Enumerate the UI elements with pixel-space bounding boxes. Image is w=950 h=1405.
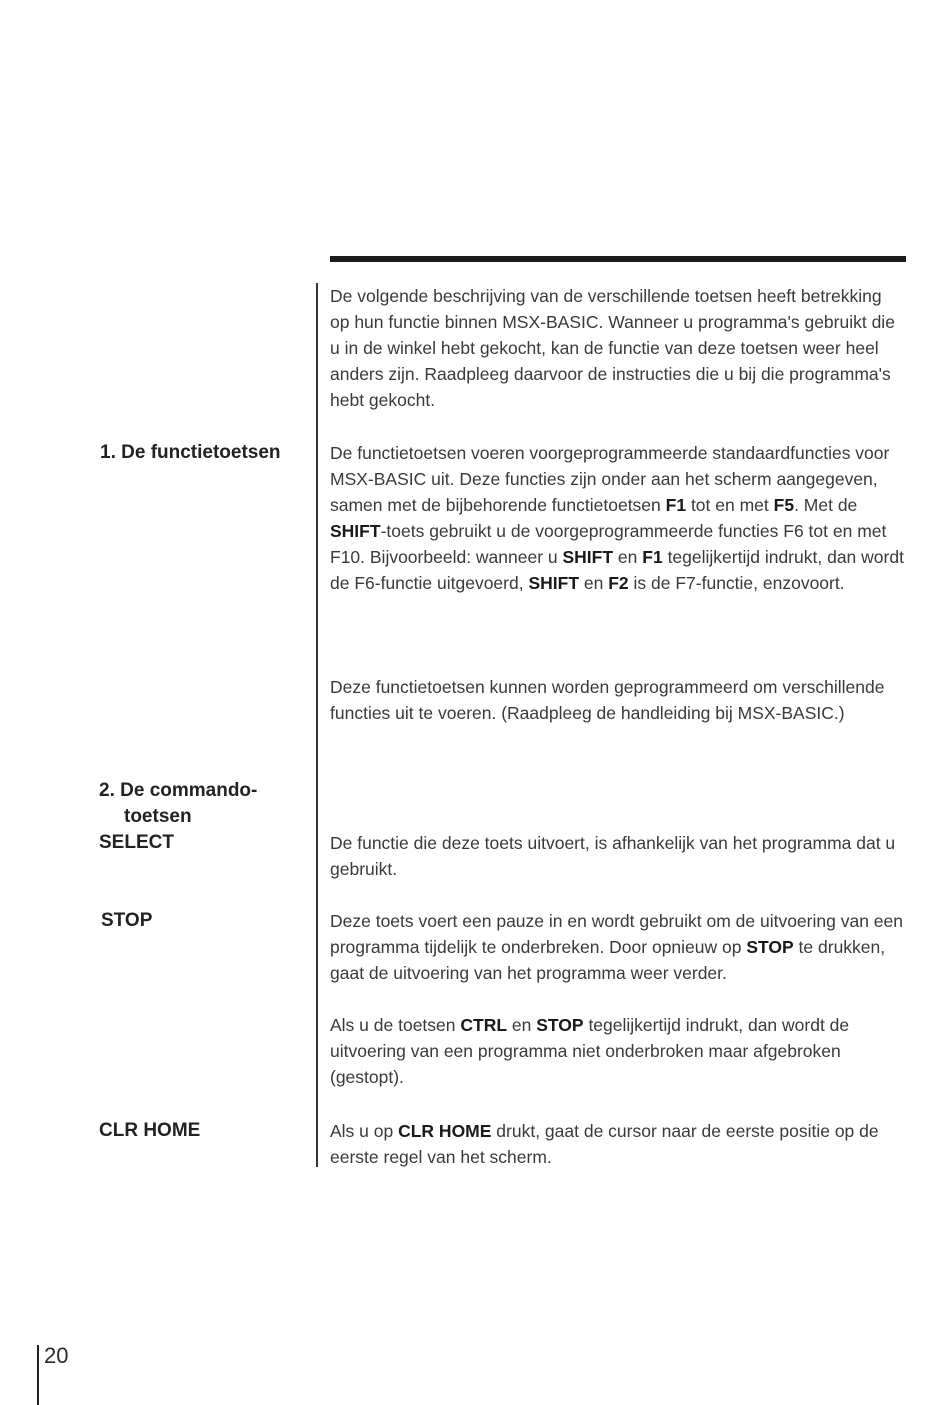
text-run: en xyxy=(579,573,609,593)
text-run: tegelijkertijd indrukt, dan wordt de F6-functie uitgevoerd, xyxy=(330,547,904,593)
top-rule xyxy=(330,256,906,262)
section-heading-command-keys-cont: toetsen xyxy=(124,806,192,827)
key-shift: SHIFT xyxy=(562,547,614,567)
key-shift: SHIFT xyxy=(528,573,580,593)
select-description: De functie die deze toets uitvoert, is afhankelijk van het programma dat u gebruikt. xyxy=(330,833,896,879)
page-number-rule xyxy=(37,1345,39,1405)
text-run: . Met de xyxy=(794,495,858,515)
text-run: Deze toets voert een pauze in en wordt gebruikt om de uitvoering van een programma tijdelijk te onderbreken. Door opnieuw op xyxy=(330,911,903,957)
text-run: De functietoetsen voeren voorgeprogrammeerde standaardfuncties voor MSX-BASIC uit. Deze functies zijn onder aan het scherm aangegeven, samen met de bijbehorende functietoetsen xyxy=(330,443,890,515)
section-heading-function-keys: 1. De functietoetsen xyxy=(100,442,281,463)
page-number: 20 xyxy=(44,1343,69,1368)
text-run: -toets gebruikt u de voorgeprogrammeerde functies F6 tot en met F10. Bijvoorbeeld: wanneer u xyxy=(330,521,887,567)
stop-description-1 xyxy=(330,908,905,986)
text-run: Als u de toetsen xyxy=(330,1015,461,1035)
key-clr-home: CLR HOME xyxy=(398,1121,492,1141)
key-f5: F5 xyxy=(773,495,795,515)
text-run: Als u op xyxy=(330,1121,399,1141)
key-f1: F1 xyxy=(665,495,687,515)
key-label-select: SELECT xyxy=(99,832,174,853)
function-keys-paragraph xyxy=(330,440,905,596)
key-label-clr-home: CLR HOME xyxy=(99,1120,201,1141)
text-run: tot en met xyxy=(686,495,774,515)
clr-home-description xyxy=(330,1118,905,1170)
text-run: tegelijkertijd indrukt, dan wordt de uitvoering van een programma niet onderbroken maar afgebroken (gestopt). xyxy=(330,1015,850,1087)
intro-paragraph: De volgende beschrijving van de verschillende toetsen heeft betrekking op hun functie binnen MSX-BASIC. Wanneer u programma's gebruikt die u in de winkel hebt gekocht, kan de functie van deze toetsen weer heel anders zijn. Raadpleeg daarvoor de instructies die u bij die programma's hebt gekocht. xyxy=(330,286,895,410)
key-stop: STOP xyxy=(746,937,794,957)
text-run: drukt, gaat de cursor naar de eerste positie op de eerste regel van het scherm. xyxy=(330,1121,879,1167)
key-stop: STOP xyxy=(536,1015,584,1035)
key-f2: F2 xyxy=(608,573,629,593)
key-label-stop: STOP xyxy=(101,910,153,931)
column-divider xyxy=(316,283,318,1167)
key-f1: F1 xyxy=(642,547,663,567)
text-run: is de F7-functie, enzovoort. xyxy=(628,573,845,593)
text-run: en xyxy=(507,1015,537,1035)
section-heading-command-keys: 2. De commando- xyxy=(99,780,258,801)
text-run: te drukken, gaat de uitvoering van het programma weer verder. xyxy=(330,937,886,983)
key-ctrl: CTRL xyxy=(460,1015,508,1035)
stop-description-2 xyxy=(330,1012,905,1090)
key-shift: SHIFT xyxy=(330,521,381,541)
function-keys-programmable-paragraph: Deze functietoetsen kunnen worden geprogrammeerd om verschillende functies uit te voeren. (Raadpleeg de handleiding bij MSX-BASIC.) xyxy=(330,677,885,723)
text-run: en xyxy=(613,547,643,567)
